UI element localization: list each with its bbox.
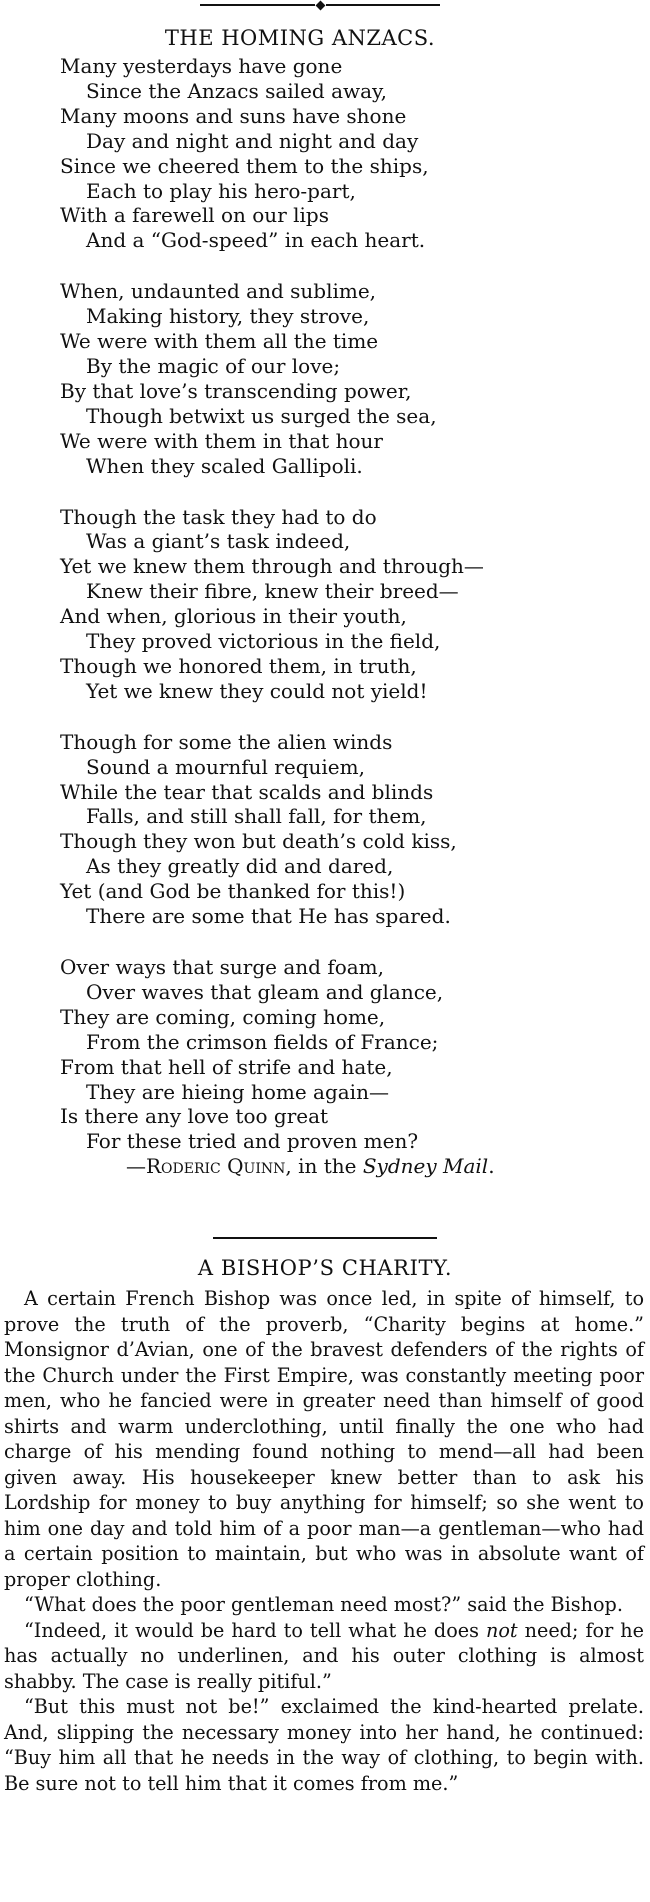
- ornament-diamond: [315, 0, 325, 10]
- poem-line: For these tried and proven men?: [86, 1129, 419, 1154]
- attribution-end: .: [488, 1154, 495, 1179]
- poem-line: Was a giant’s task indeed,: [86, 529, 351, 554]
- poem-stanza: [60, 54, 620, 253]
- poem-line: While the tear that scalds and blinds: [60, 779, 434, 804]
- poem-line: From the crimson fields of France;: [86, 1029, 439, 1054]
- poem-line: As they greatly did and dared,: [86, 854, 394, 879]
- poem-line: Though betwixt us surged the sea,: [86, 403, 437, 428]
- poem-line: Yet we knew they could not yield!: [86, 678, 428, 703]
- ornament-line-left: [200, 4, 315, 6]
- poem-stanza: [60, 505, 620, 704]
- p3-after: need; for he has actually no underlinen, and his outer clothing is almost shabby. The case is really pitiful.”: [4, 1618, 644, 1693]
- p3-before: “Indeed, it would be hard to tell what he does: [24, 1618, 486, 1642]
- poem-line: Sound a mournful requiem,: [86, 754, 365, 779]
- poem-line: Yet (and God be thanked for this!): [60, 879, 406, 904]
- article-paragraph-3: [4, 1618, 644, 1695]
- p3-emphasis: not: [485, 1618, 518, 1642]
- poem-line: We were with them in that hour: [60, 428, 383, 453]
- poem-attribution: [60, 1154, 620, 1179]
- poem-line: Is there any love too great: [60, 1104, 329, 1129]
- poem-line: And when, glorious in their youth,: [60, 604, 407, 629]
- poem-line: They proved victorious in the field,: [86, 629, 441, 654]
- poem-line: Falls, and still shall fall, for them,: [86, 804, 427, 829]
- poem-line: Though they won but death’s cold kiss,: [60, 829, 457, 854]
- article-paragraph-4: “But this must not be!” exclaimed the kind-hearted prelate. And, slipping the necessary money into her hand, he continued: “Buy him all that he needs in the way of clothing, to begin with. Be sure not to tell him that it comes from me.”: [4, 1695, 644, 1795]
- poem-line: By the magic of our love;: [86, 353, 341, 378]
- poem-line: Since we cheered them to the ships,: [60, 153, 429, 178]
- poem-line: They are coming, coming home,: [60, 1004, 386, 1029]
- poem-line: Since the Anzacs sailed away,: [86, 78, 388, 103]
- poem-line: Many moons and suns have shone: [60, 103, 407, 128]
- top-ornament-rule: [200, 2, 440, 8]
- poem-line: When, undaunted and sublime,: [60, 279, 377, 304]
- article-paragraph-2: “What does the poor gentleman need most?” said the Bishop.: [24, 1593, 623, 1616]
- section-divider: [213, 1237, 437, 1239]
- poem-line: Knew their fibre, knew their breed—: [86, 579, 459, 604]
- poem-line: Yet we knew them through and through—: [60, 554, 484, 579]
- article-paragraph-1: A certain French Bishop was once led, in spite of himself, to prove the truth of the proverb, “Charity begins at home.” Monsignor d’Avian, one of the bravest defenders of the rights of the Church under the First Empire, was constantly meeting poor men, who he fancied were in greater need than himself of good shirts and warm underclothing, until finally the one who had charge of his mending found nothing to mend—all had been given away. His housekeeper knew better than to ask his Lordship for money to buy anything for himself; so she went to him one day and told him of a poor man—a gentleman—who had a certain position to maintain, but who was in absolute want of proper clothing.: [4, 1287, 644, 1591]
- poem-line: Making history, they strove,: [86, 304, 370, 329]
- poem-line: They are hieing home again—: [86, 1079, 389, 1104]
- poem-stanza: [60, 730, 620, 929]
- poem-line: Over waves that gleam and glance,: [86, 979, 444, 1004]
- poem-line: There are some that He has spared.: [86, 904, 451, 929]
- poem-line: Though the task they had to do: [60, 504, 377, 529]
- poem-line: Though we honored them, in truth,: [60, 653, 417, 678]
- article-body: [4, 1286, 644, 1796]
- poem-line: Over ways that surge and foam,: [60, 955, 385, 979]
- poem-line: Day and night and night and day: [86, 128, 419, 153]
- poem-line: We were with them all the time: [60, 329, 379, 354]
- poem-line: When they scaled Gallipoli.: [86, 453, 363, 478]
- poem-body: [60, 54, 620, 1179]
- attribution-connector: , in the: [285, 1154, 363, 1179]
- poem-line: Though for some the alien winds: [60, 729, 393, 754]
- poem-title: THE HOMING ANZACS.: [164, 26, 436, 50]
- attribution-author: Roderic Quinn: [146, 1154, 286, 1179]
- poem-line: With a farewell on our lips: [60, 203, 329, 228]
- poem-line: From that hell of strife and hate,: [60, 1054, 393, 1079]
- poem-line: Many yesterdays have gone: [60, 54, 343, 78]
- poem-stanza: [60, 955, 620, 1154]
- article-title: A BISHOP’S CHARITY.: [197, 1256, 453, 1280]
- attribution-source: Sydney Mail: [362, 1154, 489, 1179]
- poem-stanza: [60, 279, 620, 478]
- poem-line: By that love’s transcending power,: [60, 378, 412, 403]
- poem-line: And a “God-speed” in each heart.: [86, 228, 426, 253]
- ornament-line-right: [326, 4, 441, 6]
- poem-line: Each to play his hero-part,: [86, 178, 356, 203]
- attribution-dash: —: [126, 1154, 146, 1179]
